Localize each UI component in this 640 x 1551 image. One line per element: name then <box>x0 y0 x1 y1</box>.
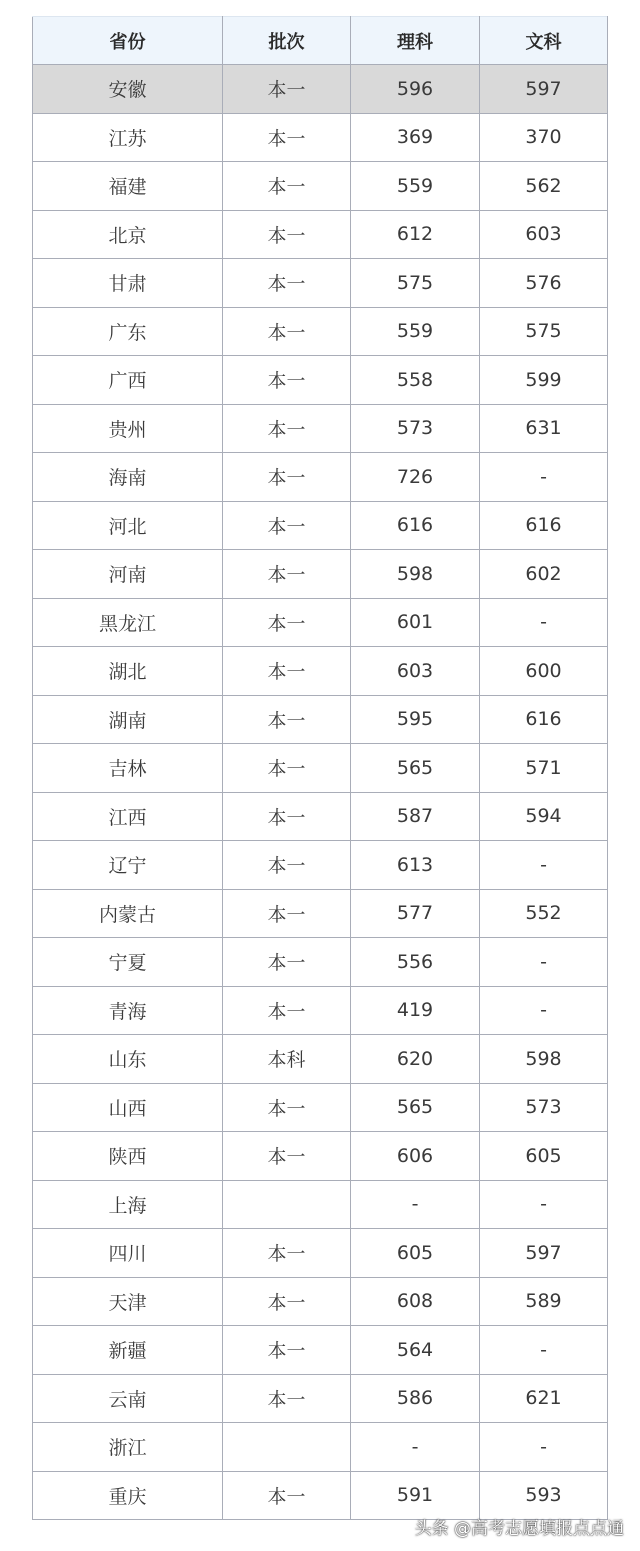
cell-province: 重庆 <box>33 1471 223 1520</box>
cell-batch: 本一 <box>223 1277 351 1326</box>
cell-batch: 本一 <box>223 744 351 793</box>
cell-batch: 本一 <box>223 598 351 647</box>
table-row <box>33 1326 608 1375</box>
table-row <box>33 404 608 453</box>
cell-arts: - <box>480 453 608 502</box>
table-row <box>33 1132 608 1181</box>
watermark: 头条 @高考志愿填报点点通 <box>414 1519 624 1539</box>
cell-arts: - <box>480 1326 608 1375</box>
table-row <box>33 259 608 308</box>
cell-batch: 本一 <box>223 65 351 114</box>
table-row <box>33 986 608 1035</box>
cell-province: 云南 <box>33 1374 223 1423</box>
cell-batch: 本一 <box>223 1083 351 1132</box>
table-header <box>33 17 608 65</box>
table-row <box>33 210 608 259</box>
cell-batch: 本一 <box>223 647 351 696</box>
table-row <box>33 550 608 599</box>
table-row <box>33 162 608 211</box>
cell-science: 575 <box>351 259 480 308</box>
cell-science: 591 <box>351 1471 480 1520</box>
cell-batch <box>223 1180 351 1229</box>
table-row <box>33 889 608 938</box>
cell-province: 内蒙古 <box>33 889 223 938</box>
table-row <box>33 1423 608 1472</box>
cell-arts: 603 <box>480 210 608 259</box>
cell-province: 湖南 <box>33 695 223 744</box>
cell-arts: 589 <box>480 1277 608 1326</box>
cell-batch: 本一 <box>223 113 351 162</box>
cell-province: 宁夏 <box>33 938 223 987</box>
cell-batch: 本一 <box>223 162 351 211</box>
cell-batch: 本一 <box>223 210 351 259</box>
cell-arts: 621 <box>480 1374 608 1423</box>
score-table <box>32 16 608 1520</box>
cell-province: 浙江 <box>33 1423 223 1472</box>
cell-province: 广西 <box>33 356 223 405</box>
cell-batch <box>223 1423 351 1472</box>
header-science: 理科 <box>351 17 480 65</box>
cell-science: 558 <box>351 356 480 405</box>
table-row <box>33 1180 608 1229</box>
cell-province: 江西 <box>33 792 223 841</box>
table-row <box>33 1277 608 1326</box>
cell-batch: 本一 <box>223 1374 351 1423</box>
cell-arts: - <box>480 841 608 890</box>
table-row <box>33 1229 608 1278</box>
table-row <box>33 792 608 841</box>
header-batch: 批次 <box>223 17 351 65</box>
cell-science: 565 <box>351 744 480 793</box>
cell-batch: 本一 <box>223 841 351 890</box>
cell-batch: 本一 <box>223 404 351 453</box>
cell-province: 北京 <box>33 210 223 259</box>
cell-batch: 本一 <box>223 1471 351 1520</box>
cell-arts: 571 <box>480 744 608 793</box>
cell-science: 573 <box>351 404 480 453</box>
cell-arts: - <box>480 938 608 987</box>
cell-arts: 593 <box>480 1471 608 1520</box>
cell-province: 湖北 <box>33 647 223 696</box>
cell-science: 556 <box>351 938 480 987</box>
cell-province: 甘肃 <box>33 259 223 308</box>
header-row <box>33 17 608 65</box>
cell-science: 559 <box>351 162 480 211</box>
cell-science: - <box>351 1423 480 1472</box>
cell-batch: 本一 <box>223 307 351 356</box>
cell-arts: - <box>480 986 608 1035</box>
cell-province: 安徽 <box>33 65 223 114</box>
table-row <box>33 744 608 793</box>
table-row <box>33 113 608 162</box>
table-row <box>33 598 608 647</box>
cell-arts: 575 <box>480 307 608 356</box>
cell-batch: 本一 <box>223 986 351 1035</box>
cell-batch: 本一 <box>223 1326 351 1375</box>
cell-batch: 本一 <box>223 550 351 599</box>
cell-arts: 599 <box>480 356 608 405</box>
cell-science: 613 <box>351 841 480 890</box>
cell-science: 606 <box>351 1132 480 1181</box>
cell-batch: 本一 <box>223 501 351 550</box>
cell-province: 陕西 <box>33 1132 223 1181</box>
cell-arts: - <box>480 1180 608 1229</box>
cell-province: 山东 <box>33 1035 223 1084</box>
table-body <box>33 65 608 1520</box>
cell-science: 608 <box>351 1277 480 1326</box>
cell-arts: 597 <box>480 1229 608 1278</box>
cell-arts: 576 <box>480 259 608 308</box>
cell-batch: 本一 <box>223 259 351 308</box>
cell-arts: 605 <box>480 1132 608 1181</box>
cell-arts: 631 <box>480 404 608 453</box>
cell-arts: 552 <box>480 889 608 938</box>
cell-science: 616 <box>351 501 480 550</box>
table-row <box>33 695 608 744</box>
cell-science: - <box>351 1180 480 1229</box>
cell-batch: 本一 <box>223 938 351 987</box>
cell-province: 河北 <box>33 501 223 550</box>
cell-province: 海南 <box>33 453 223 502</box>
cell-science: 369 <box>351 113 480 162</box>
cell-science: 565 <box>351 1083 480 1132</box>
cell-arts: 616 <box>480 695 608 744</box>
cell-province: 贵州 <box>33 404 223 453</box>
cell-arts: 598 <box>480 1035 608 1084</box>
cell-science: 598 <box>351 550 480 599</box>
cell-arts: 370 <box>480 113 608 162</box>
cell-science: 620 <box>351 1035 480 1084</box>
cell-batch: 本一 <box>223 695 351 744</box>
cell-science: 596 <box>351 65 480 114</box>
cell-province: 辽宁 <box>33 841 223 890</box>
cell-science: 595 <box>351 695 480 744</box>
table-row <box>33 1471 608 1520</box>
cell-province: 福建 <box>33 162 223 211</box>
cell-province: 天津 <box>33 1277 223 1326</box>
table-row <box>33 1083 608 1132</box>
cell-province: 江苏 <box>33 113 223 162</box>
cell-science: 726 <box>351 453 480 502</box>
cell-arts: 597 <box>480 65 608 114</box>
cell-province: 河南 <box>33 550 223 599</box>
cell-science: 564 <box>351 1326 480 1375</box>
table-row <box>33 841 608 890</box>
cell-science: 419 <box>351 986 480 1035</box>
cell-science: 559 <box>351 307 480 356</box>
cell-science: 612 <box>351 210 480 259</box>
cell-province: 吉林 <box>33 744 223 793</box>
cell-science: 577 <box>351 889 480 938</box>
cell-batch: 本科 <box>223 1035 351 1084</box>
cell-province: 上海 <box>33 1180 223 1229</box>
header-province: 省份 <box>33 17 223 65</box>
cell-province: 青海 <box>33 986 223 1035</box>
cell-batch: 本一 <box>223 889 351 938</box>
cell-arts: 616 <box>480 501 608 550</box>
cell-batch: 本一 <box>223 356 351 405</box>
table-row <box>33 453 608 502</box>
cell-arts: 600 <box>480 647 608 696</box>
cell-arts: - <box>480 598 608 647</box>
cell-arts: 594 <box>480 792 608 841</box>
cell-batch: 本一 <box>223 1132 351 1181</box>
cell-arts: - <box>480 1423 608 1472</box>
cell-batch: 本一 <box>223 453 351 502</box>
table-row <box>33 65 608 114</box>
table-row <box>33 307 608 356</box>
cell-science: 586 <box>351 1374 480 1423</box>
table-row <box>33 501 608 550</box>
table-row <box>33 1374 608 1423</box>
cell-province: 广东 <box>33 307 223 356</box>
cell-province: 山西 <box>33 1083 223 1132</box>
table-row <box>33 647 608 696</box>
cell-arts: 562 <box>480 162 608 211</box>
cell-arts: 573 <box>480 1083 608 1132</box>
cell-province: 新疆 <box>33 1326 223 1375</box>
cell-science: 603 <box>351 647 480 696</box>
cell-batch: 本一 <box>223 1229 351 1278</box>
table-row <box>33 356 608 405</box>
cell-province: 四川 <box>33 1229 223 1278</box>
cell-batch: 本一 <box>223 792 351 841</box>
cell-science: 601 <box>351 598 480 647</box>
table-row <box>33 938 608 987</box>
cell-province: 黑龙江 <box>33 598 223 647</box>
cell-science: 587 <box>351 792 480 841</box>
header-arts: 文科 <box>480 17 608 65</box>
cell-arts: 602 <box>480 550 608 599</box>
cell-science: 605 <box>351 1229 480 1278</box>
table-row <box>33 1035 608 1084</box>
